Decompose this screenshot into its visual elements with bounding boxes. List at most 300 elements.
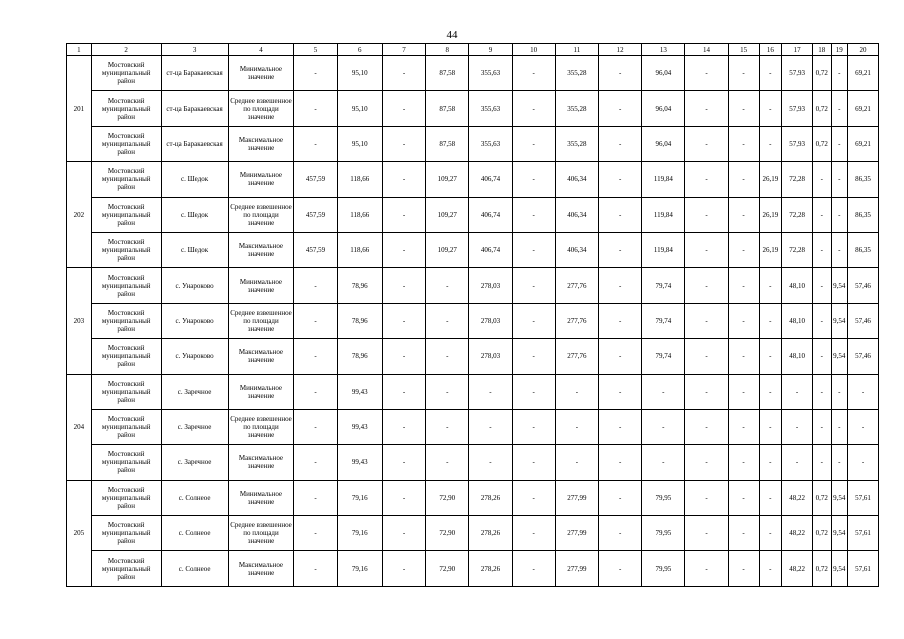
table-row bbox=[67, 232, 879, 267]
value-cell: 406,34 bbox=[555, 162, 598, 197]
column-number-19: 19 bbox=[831, 44, 847, 56]
value-cell: 69,21 bbox=[847, 91, 878, 126]
district-cell: Мостовский муниципальный район bbox=[91, 339, 161, 374]
table-row bbox=[67, 268, 879, 303]
value-cell: 99,43 bbox=[337, 409, 382, 444]
value-cell: - bbox=[685, 516, 728, 551]
column-number-4: 4 bbox=[228, 44, 294, 56]
value-cell: - bbox=[813, 162, 832, 197]
page-number: 44 bbox=[446, 29, 458, 41]
value-cell: - bbox=[512, 162, 555, 197]
value-cell: 277,99 bbox=[555, 516, 598, 551]
value-cell: 278,26 bbox=[469, 551, 512, 586]
value-cell: 48,22 bbox=[782, 551, 813, 586]
value-cell: 96,04 bbox=[642, 56, 685, 91]
value-cell: 87,58 bbox=[426, 91, 469, 126]
value-cell: - bbox=[728, 480, 759, 515]
settlement-cell: с. Солнеое bbox=[161, 516, 228, 551]
value-cell: 26,19 bbox=[759, 197, 782, 232]
value-cell: 406,34 bbox=[555, 232, 598, 267]
value-cell: 72,28 bbox=[782, 197, 813, 232]
value-cell: - bbox=[813, 303, 832, 338]
district-cell: Мостовский муниципальный район bbox=[91, 445, 161, 480]
value-cell: - bbox=[294, 409, 337, 444]
value-cell: 26,19 bbox=[759, 162, 782, 197]
district-cell: Мостовский муниципальный район bbox=[91, 162, 161, 197]
value-type-cell: Среднее взвешенное по площади значение bbox=[228, 303, 294, 338]
value-cell: - bbox=[685, 551, 728, 586]
value-cell: - bbox=[813, 409, 832, 444]
value-cell: 95,10 bbox=[337, 56, 382, 91]
value-cell: 86,35 bbox=[847, 197, 878, 232]
column-number-18: 18 bbox=[813, 44, 832, 56]
value-cell: - bbox=[685, 56, 728, 91]
value-cell: - bbox=[469, 374, 512, 409]
value-cell: - bbox=[642, 374, 685, 409]
column-number-16: 16 bbox=[759, 44, 782, 56]
district-cell: Мостовский муниципальный район bbox=[91, 374, 161, 409]
value-cell: - bbox=[642, 445, 685, 480]
data-table bbox=[66, 43, 879, 587]
value-cell: - bbox=[759, 480, 782, 515]
value-cell: - bbox=[759, 268, 782, 303]
column-number-5: 5 bbox=[294, 44, 337, 56]
value-cell: 0,72 bbox=[813, 91, 832, 126]
group-id-cell: 205 bbox=[67, 480, 92, 586]
value-cell: - bbox=[685, 445, 728, 480]
value-cell: - bbox=[426, 268, 469, 303]
value-cell: 9,54 bbox=[831, 339, 847, 374]
settlement-cell: с. Унароково bbox=[161, 339, 228, 374]
value-cell: 457,59 bbox=[294, 162, 337, 197]
table-row bbox=[67, 56, 879, 91]
value-cell: 278,26 bbox=[469, 516, 512, 551]
value-cell: 57,46 bbox=[847, 339, 878, 374]
value-cell: - bbox=[813, 197, 832, 232]
value-cell: - bbox=[685, 232, 728, 267]
table-row bbox=[67, 339, 879, 374]
value-cell: - bbox=[512, 126, 555, 161]
value-cell: - bbox=[642, 409, 685, 444]
value-cell: - bbox=[512, 445, 555, 480]
value-cell: - bbox=[426, 303, 469, 338]
group-id-cell: 203 bbox=[67, 268, 92, 374]
value-cell: - bbox=[759, 551, 782, 586]
value-cell: 26,19 bbox=[759, 232, 782, 267]
value-cell: - bbox=[512, 197, 555, 232]
district-cell: Мостовский муниципальный район bbox=[91, 551, 161, 586]
value-cell: - bbox=[685, 303, 728, 338]
value-cell: - bbox=[813, 339, 832, 374]
value-cell: - bbox=[728, 445, 759, 480]
value-cell: - bbox=[685, 480, 728, 515]
value-cell: - bbox=[382, 374, 425, 409]
value-cell: - bbox=[382, 162, 425, 197]
value-cell: - bbox=[728, 232, 759, 267]
value-cell: 72,28 bbox=[782, 162, 813, 197]
table-row bbox=[67, 303, 879, 338]
settlement-cell: ст-ца Баракаевская bbox=[161, 56, 228, 91]
value-cell: - bbox=[382, 268, 425, 303]
settlement-cell: ст-ца Баракаевская bbox=[161, 91, 228, 126]
value-cell: - bbox=[382, 551, 425, 586]
value-cell: - bbox=[599, 197, 642, 232]
value-cell: 79,16 bbox=[337, 551, 382, 586]
value-cell: - bbox=[512, 232, 555, 267]
value-cell: 9,54 bbox=[831, 516, 847, 551]
value-cell: - bbox=[512, 56, 555, 91]
value-cell: - bbox=[294, 339, 337, 374]
value-cell: 79,95 bbox=[642, 516, 685, 551]
value-cell: - bbox=[382, 480, 425, 515]
value-cell: - bbox=[599, 268, 642, 303]
value-cell: - bbox=[512, 516, 555, 551]
value-cell: - bbox=[685, 339, 728, 374]
value-cell: - bbox=[831, 445, 847, 480]
value-cell: 57,61 bbox=[847, 516, 878, 551]
value-cell: 57,46 bbox=[847, 268, 878, 303]
value-cell: 0,72 bbox=[813, 126, 832, 161]
value-cell: - bbox=[759, 303, 782, 338]
column-number-6: 6 bbox=[337, 44, 382, 56]
value-cell: 109,27 bbox=[426, 162, 469, 197]
value-cell: - bbox=[426, 339, 469, 374]
value-cell: 278,26 bbox=[469, 480, 512, 515]
value-type-cell: Среднее взвешенное по площади значение bbox=[228, 91, 294, 126]
value-cell: 277,99 bbox=[555, 551, 598, 586]
value-cell: - bbox=[599, 162, 642, 197]
value-cell: 48,10 bbox=[782, 339, 813, 374]
value-cell: 48,22 bbox=[782, 480, 813, 515]
value-cell: - bbox=[685, 268, 728, 303]
value-cell: 119,84 bbox=[642, 197, 685, 232]
value-cell: 72,90 bbox=[426, 551, 469, 586]
value-cell: - bbox=[512, 268, 555, 303]
value-cell: - bbox=[599, 126, 642, 161]
value-cell: 118,66 bbox=[337, 162, 382, 197]
value-cell: - bbox=[728, 409, 759, 444]
settlement-cell: с. Заречное bbox=[161, 445, 228, 480]
value-cell: - bbox=[813, 445, 832, 480]
value-cell: 57,93 bbox=[782, 56, 813, 91]
settlement-cell: с. Заречное bbox=[161, 409, 228, 444]
column-number-12: 12 bbox=[599, 44, 642, 56]
column-number-11: 11 bbox=[555, 44, 598, 56]
value-cell: - bbox=[728, 162, 759, 197]
value-cell: - bbox=[382, 91, 425, 126]
table-row bbox=[67, 445, 879, 480]
column-number-3: 3 bbox=[161, 44, 228, 56]
value-cell: 87,58 bbox=[426, 126, 469, 161]
value-cell: 79,74 bbox=[642, 303, 685, 338]
value-cell: - bbox=[599, 339, 642, 374]
value-cell: 79,74 bbox=[642, 268, 685, 303]
value-cell: - bbox=[382, 303, 425, 338]
value-cell: 86,35 bbox=[847, 162, 878, 197]
district-cell: Мостовский муниципальный район bbox=[91, 126, 161, 161]
column-number-15: 15 bbox=[728, 44, 759, 56]
value-type-cell: Среднее взвешенное по площади значение bbox=[228, 197, 294, 232]
value-cell: - bbox=[782, 374, 813, 409]
table-row bbox=[67, 91, 879, 126]
settlement-cell: с. Шедок bbox=[161, 232, 228, 267]
value-cell: - bbox=[599, 56, 642, 91]
value-type-cell: Минимальное значение bbox=[228, 480, 294, 515]
value-cell: - bbox=[831, 409, 847, 444]
district-cell: Мостовский муниципальный район bbox=[91, 197, 161, 232]
district-cell: Мостовский муниципальный район bbox=[91, 303, 161, 338]
value-cell: - bbox=[599, 445, 642, 480]
table-row bbox=[67, 197, 879, 232]
value-cell: 277,76 bbox=[555, 303, 598, 338]
value-cell: - bbox=[782, 409, 813, 444]
column-number-17: 17 bbox=[782, 44, 813, 56]
value-cell: 109,27 bbox=[426, 232, 469, 267]
value-cell: 79,95 bbox=[642, 551, 685, 586]
district-cell: Мостовский муниципальный район bbox=[91, 232, 161, 267]
value-cell: - bbox=[294, 56, 337, 91]
settlement-cell: с. Шедок bbox=[161, 197, 228, 232]
value-cell: 109,27 bbox=[426, 197, 469, 232]
value-cell: - bbox=[759, 409, 782, 444]
table-row bbox=[67, 374, 879, 409]
value-cell: 79,16 bbox=[337, 480, 382, 515]
value-cell: 406,74 bbox=[469, 232, 512, 267]
value-cell: - bbox=[294, 445, 337, 480]
value-cell: 0,72 bbox=[813, 480, 832, 515]
value-cell: - bbox=[728, 91, 759, 126]
value-cell: 69,21 bbox=[847, 56, 878, 91]
value-cell: - bbox=[382, 126, 425, 161]
value-cell: - bbox=[599, 91, 642, 126]
value-cell: - bbox=[685, 91, 728, 126]
value-cell: - bbox=[382, 516, 425, 551]
group-id-cell: 204 bbox=[67, 374, 92, 480]
column-number-2: 2 bbox=[91, 44, 161, 56]
value-cell: - bbox=[685, 374, 728, 409]
value-cell: - bbox=[831, 91, 847, 126]
value-cell: 96,04 bbox=[642, 126, 685, 161]
value-cell: 278,03 bbox=[469, 268, 512, 303]
value-cell: 57,61 bbox=[847, 480, 878, 515]
value-cell: - bbox=[382, 445, 425, 480]
value-type-cell: Максимальное значение bbox=[228, 126, 294, 161]
value-cell: - bbox=[294, 516, 337, 551]
value-cell: 355,28 bbox=[555, 126, 598, 161]
value-cell: - bbox=[382, 232, 425, 267]
value-cell: - bbox=[512, 480, 555, 515]
table-row bbox=[67, 480, 879, 515]
value-cell: - bbox=[728, 197, 759, 232]
value-type-cell: Максимальное значение bbox=[228, 339, 294, 374]
value-cell: - bbox=[847, 445, 878, 480]
value-cell: - bbox=[759, 374, 782, 409]
value-type-cell: Минимальное значение bbox=[228, 268, 294, 303]
column-number-14: 14 bbox=[685, 44, 728, 56]
value-cell: 0,72 bbox=[813, 56, 832, 91]
value-type-cell: Минимальное значение bbox=[228, 56, 294, 91]
value-cell: - bbox=[759, 445, 782, 480]
value-cell: - bbox=[685, 197, 728, 232]
value-cell: 95,10 bbox=[337, 126, 382, 161]
value-cell: 57,93 bbox=[782, 126, 813, 161]
value-cell: 457,59 bbox=[294, 232, 337, 267]
value-cell: - bbox=[599, 551, 642, 586]
value-cell: 355,28 bbox=[555, 56, 598, 91]
value-cell: 95,10 bbox=[337, 91, 382, 126]
district-cell: Мостовский муниципальный район bbox=[91, 480, 161, 515]
value-cell: - bbox=[512, 551, 555, 586]
value-cell: 406,74 bbox=[469, 197, 512, 232]
value-cell: 9,54 bbox=[831, 303, 847, 338]
value-cell: - bbox=[599, 232, 642, 267]
settlement-cell: с. Солнеое bbox=[161, 551, 228, 586]
value-cell: 355,28 bbox=[555, 91, 598, 126]
value-cell: - bbox=[685, 126, 728, 161]
value-type-cell: Среднее взвешенное по площади значение bbox=[228, 516, 294, 551]
value-cell: 9,54 bbox=[831, 268, 847, 303]
value-cell: - bbox=[294, 303, 337, 338]
value-cell: 277,76 bbox=[555, 268, 598, 303]
value-cell: - bbox=[759, 339, 782, 374]
value-cell: 48,22 bbox=[782, 516, 813, 551]
column-number-8: 8 bbox=[426, 44, 469, 56]
value-cell: - bbox=[831, 126, 847, 161]
value-cell: 278,03 bbox=[469, 303, 512, 338]
value-cell: 355,63 bbox=[469, 126, 512, 161]
value-cell: - bbox=[512, 91, 555, 126]
value-cell: 406,34 bbox=[555, 197, 598, 232]
value-cell: 9,54 bbox=[831, 480, 847, 515]
value-cell: - bbox=[759, 516, 782, 551]
value-cell: 9,54 bbox=[831, 551, 847, 586]
value-cell: - bbox=[426, 445, 469, 480]
column-number-row bbox=[67, 44, 879, 56]
value-cell: - bbox=[294, 480, 337, 515]
value-cell: 48,10 bbox=[782, 303, 813, 338]
table-row bbox=[67, 516, 879, 551]
column-number-9: 9 bbox=[469, 44, 512, 56]
value-cell: 119,84 bbox=[642, 232, 685, 267]
value-type-cell: Максимальное значение bbox=[228, 551, 294, 586]
value-cell: - bbox=[382, 409, 425, 444]
value-cell: - bbox=[728, 56, 759, 91]
district-cell: Мостовский муниципальный район bbox=[91, 268, 161, 303]
district-cell: Мостовский муниципальный район bbox=[91, 516, 161, 551]
value-cell: - bbox=[469, 409, 512, 444]
value-cell: - bbox=[555, 374, 598, 409]
value-cell: 99,43 bbox=[337, 374, 382, 409]
value-cell: - bbox=[512, 409, 555, 444]
value-cell: 119,84 bbox=[642, 162, 685, 197]
value-cell: - bbox=[294, 126, 337, 161]
value-cell: 57,46 bbox=[847, 303, 878, 338]
table-row bbox=[67, 126, 879, 161]
value-cell: - bbox=[847, 409, 878, 444]
value-cell: - bbox=[813, 374, 832, 409]
value-cell: - bbox=[831, 197, 847, 232]
value-cell: - bbox=[813, 232, 832, 267]
value-cell: - bbox=[469, 445, 512, 480]
value-cell: - bbox=[782, 445, 813, 480]
value-cell: 118,66 bbox=[337, 232, 382, 267]
settlement-cell: ст-ца Баракаевская bbox=[161, 126, 228, 161]
value-cell: - bbox=[728, 303, 759, 338]
settlement-cell: с. Солнеое bbox=[161, 480, 228, 515]
value-cell: - bbox=[759, 126, 782, 161]
value-cell: - bbox=[685, 162, 728, 197]
value-cell: 355,63 bbox=[469, 91, 512, 126]
value-cell: - bbox=[294, 91, 337, 126]
value-type-cell: Минимальное значение bbox=[228, 162, 294, 197]
value-cell: - bbox=[759, 56, 782, 91]
value-cell: 87,58 bbox=[426, 56, 469, 91]
value-cell: - bbox=[382, 197, 425, 232]
value-type-cell: Среднее взвешенное по площади значение bbox=[228, 409, 294, 444]
value-cell: 72,90 bbox=[426, 480, 469, 515]
table-row bbox=[67, 409, 879, 444]
value-cell: 69,21 bbox=[847, 126, 878, 161]
value-cell: 406,74 bbox=[469, 162, 512, 197]
value-cell: 57,93 bbox=[782, 91, 813, 126]
value-cell: - bbox=[555, 409, 598, 444]
value-cell: - bbox=[426, 409, 469, 444]
value-type-cell: Максимальное значение bbox=[228, 232, 294, 267]
value-cell: - bbox=[831, 56, 847, 91]
value-cell: - bbox=[294, 374, 337, 409]
district-cell: Мостовский муниципальный район bbox=[91, 56, 161, 91]
value-cell: 457,59 bbox=[294, 197, 337, 232]
group-id-cell: 201 bbox=[67, 56, 92, 162]
value-cell: - bbox=[728, 339, 759, 374]
settlement-cell: с. Шедок bbox=[161, 162, 228, 197]
value-cell: 79,16 bbox=[337, 516, 382, 551]
value-cell: - bbox=[728, 516, 759, 551]
value-cell: 96,04 bbox=[642, 91, 685, 126]
value-cell: - bbox=[759, 91, 782, 126]
value-cell: 99,43 bbox=[337, 445, 382, 480]
value-cell: - bbox=[555, 445, 598, 480]
table-body bbox=[67, 44, 879, 587]
value-cell: - bbox=[599, 303, 642, 338]
value-cell: 72,90 bbox=[426, 516, 469, 551]
column-number-20: 20 bbox=[847, 44, 878, 56]
value-cell: 78,96 bbox=[337, 339, 382, 374]
value-cell: 57,61 bbox=[847, 551, 878, 586]
value-cell: - bbox=[512, 303, 555, 338]
value-cell: - bbox=[847, 374, 878, 409]
value-cell: 277,76 bbox=[555, 339, 598, 374]
column-number-7: 7 bbox=[382, 44, 425, 56]
table-row bbox=[67, 551, 879, 586]
value-cell: 0,72 bbox=[813, 516, 832, 551]
value-cell: 118,66 bbox=[337, 197, 382, 232]
value-cell: - bbox=[813, 268, 832, 303]
value-cell: 78,96 bbox=[337, 268, 382, 303]
value-cell: 72,28 bbox=[782, 232, 813, 267]
value-cell: 0,72 bbox=[813, 551, 832, 586]
value-cell: - bbox=[599, 480, 642, 515]
value-type-cell: Минимальное значение bbox=[228, 374, 294, 409]
settlement-cell: с. Унароково bbox=[161, 268, 228, 303]
value-cell: - bbox=[728, 551, 759, 586]
value-cell: 355,63 bbox=[469, 56, 512, 91]
value-cell: 48,10 bbox=[782, 268, 813, 303]
value-cell: - bbox=[599, 409, 642, 444]
value-cell: - bbox=[728, 374, 759, 409]
value-cell: - bbox=[599, 374, 642, 409]
value-cell: - bbox=[382, 56, 425, 91]
